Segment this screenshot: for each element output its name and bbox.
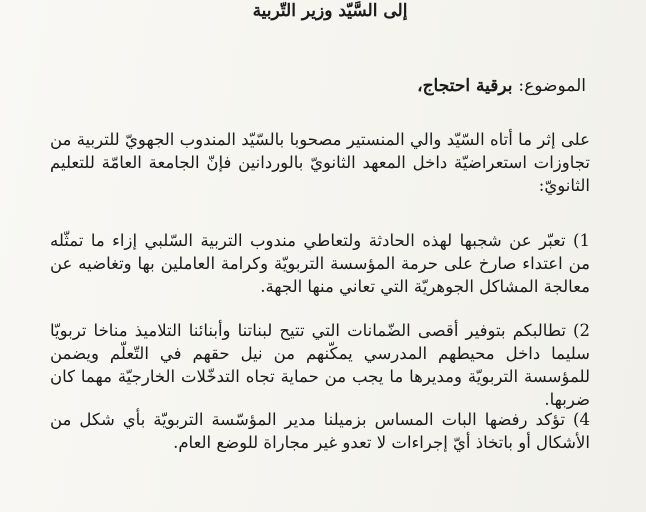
point-paragraph-1: 1) تعبّر عن شجبها لهذه الحادثة ولتعاطي مندوب التربية السّلبي إزاء ما تمثّله من اعتداء صارخ على حرمة المؤسسة التربويّة وكرامة العاملين بها وتغاضيه عن معالجة المشاكل الجوهريّة التي تعاني منها الجهة. bbox=[50, 231, 590, 296]
point-paragraph-4: 4) تؤكد رفضها البات المساس بزميلنا مدير المؤسّسة التربويّة بأي شكل من الأشكال أو باتخاذ أيّ إجراءات لا تعدو غير مجاراة للوضع العام. bbox=[50, 410, 590, 452]
letter-subject-line bbox=[417, 74, 586, 98]
subject-value: برقية احتجاج، bbox=[417, 76, 519, 96]
intro-paragraph: على إثر ما أتاه السّيّد والي المنستير مصحوبا بالسّيّد المندوب الجهويّ للتربية من تجاوزات استعراضيّة داخل المعهد الثانويّ بالوردانين فإنّ الجامعة العامّة للتعليم الثانويّ: bbox=[50, 130, 590, 195]
letter-addressee-title: إلى السَّيّد وزير التّربية bbox=[252, 1, 408, 21]
point-paragraph-2: 2) تطالبكم بتوفير أقصى الضّمانات التي تتيح لبناتنا وأبنائنا التلاميذ مناخا تربويّا سليما داخل محيطهم المدرسي يمكّنهم من نيل حقهم في التّعلّم ويضمن للمؤسسة التربويّة ومديرها ما يجب من حماية تجاه التدخّلات الخارجيّة مهما كان ضربها. bbox=[50, 321, 590, 409]
subject-label: الموضوع: bbox=[518, 76, 586, 96]
